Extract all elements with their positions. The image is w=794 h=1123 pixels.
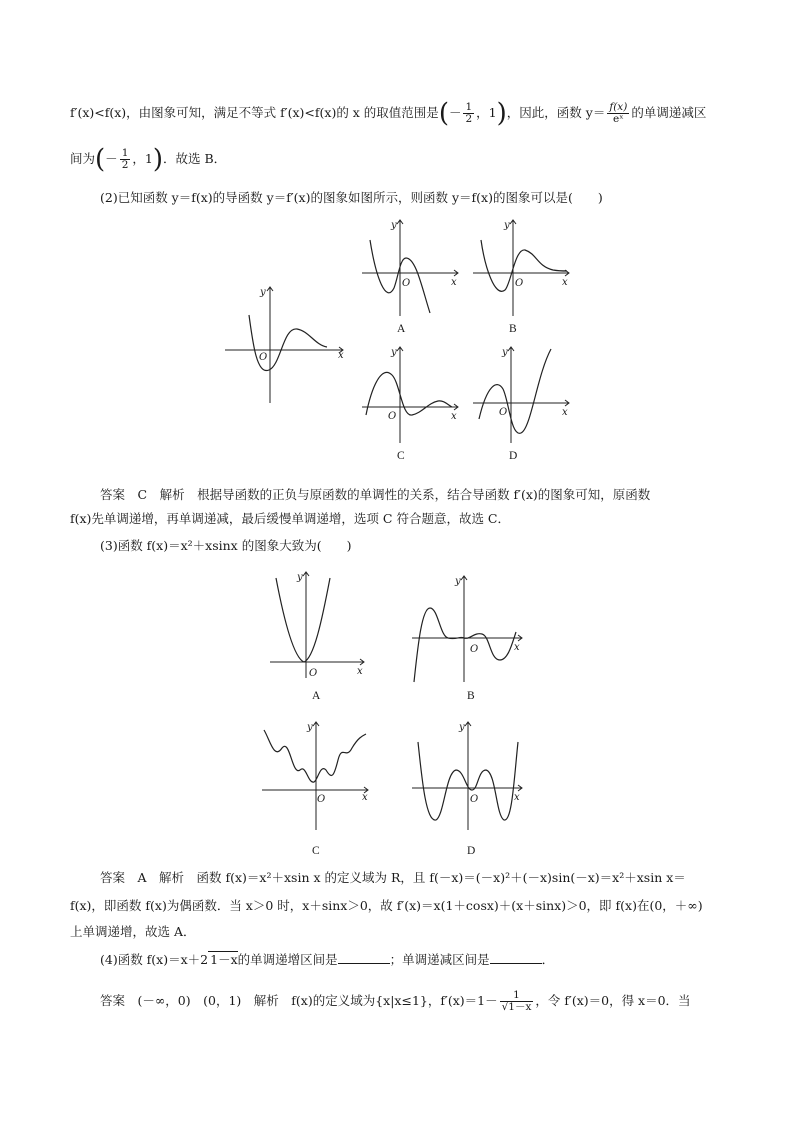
svg-text:O: O [317,794,326,805]
question-4: (4)函数 f(x)＝x＋2 1－x的单调递增区间是 ；单调递减区间是 ． [100,952,555,967]
svg-text:O: O [388,411,397,422]
q3-option-c-label: C [312,845,320,857]
option-d-label: D [509,450,518,462]
answer-3-line-1: 答案 A 解析 函数 f(x)＝x²＋xsin x 的定义域为 R，且 f(－x)＝(－x)²＋(－x)sin(－x)＝x²＋xsin x＝ [100,870,686,885]
q3-option-c-graph [262,720,372,832]
blank-decreasing[interactable] [490,951,542,964]
axis-label-y: y [260,287,266,298]
q3-option-b-graph [412,574,527,684]
q3-option-b-label: B [467,690,475,702]
svg-text:y: y [391,347,397,358]
svg-text:y: y [459,722,465,733]
svg-text:y: y [502,347,508,358]
axis-label-x: x [338,350,344,361]
option-c-graph [362,345,462,445]
svg-text:x: x [451,277,457,288]
radical: 1－x [210,952,238,967]
svg-text:O: O [309,668,318,679]
option-b-graph [473,218,573,318]
svg-text:y: y [307,722,313,733]
q3-option-d-label: D [467,845,476,857]
option-c-label: C [397,450,405,462]
text-line-2: 间为(－ $\frac{1}{2}$ ，1)．故选 B． [70,144,227,175]
svg-text:O: O [470,644,479,655]
answer-3-line-2: f(x)，即函数 f(x)为偶函数．当 x＞0 时，x＋sinx＞0，故 f′(x)＝x(1＋cosx)＋(x＋sinx)＞0，即 f(x)在(0，＋∞) [70,898,703,913]
svg-text:y: y [455,576,461,587]
answer-4: 答案 (－∞，0) (0，1) 解析 f(x)的定义域为{x|x≤1}，f′(x)＝1－ $\frac{1}{√1-x}$ ，令 f′(x)＝0，得 x＝0．当 [100,989,691,1013]
q3-option-a-label: A [312,690,321,702]
svg-text:O: O [470,794,479,805]
svg-text:x: x [562,277,568,288]
q3-option-d-graph [412,720,527,832]
svg-text:O: O [515,278,524,289]
question-3: (3)函数 f(x)＝x²＋xsinx 的图象大致为( ) [100,538,352,553]
svg-text:O: O [402,278,411,289]
fraction: $\frac{1}{√1-x}$ [501,989,532,1013]
blank-increasing[interactable] [338,951,390,964]
fraction: $\frac{1}{2}$ [465,101,473,125]
derivative-graph [225,285,350,405]
svg-text:x: x [357,666,363,677]
svg-text:y: y [297,572,303,583]
svg-text:O: O [499,407,508,418]
svg-text:x: x [514,642,520,653]
option-b-label: B [509,323,517,335]
fraction: $\frac{1}{2}$ [121,147,129,171]
svg-text:y: y [391,220,397,231]
svg-text:x: x [451,411,457,422]
svg-text:x: x [362,792,368,803]
option-a-label: A [397,323,406,335]
q3-option-a-graph [264,570,369,680]
answer-2-line-2: f(x)先单调递增，再单调递减，最后缓慢单调递增，选项 C 符合题意，故选 C． [70,511,510,526]
text-line-1: f′(x)<f(x)，由图象可知，满足不等式 f′(x)<f(x)的 x 的取值范围是(－ $\frac{1}{2}$ ，1)，因此，函数 y＝ $\frac{f(x)}{\text{eˣ}}$ 的单调递减区 [70,98,707,129]
option-a-graph [362,218,462,318]
answer-2-line-1: 答案 C 解析 根据导函数的正负与原函数的单调性的关系，结合导函数 f′(x)的图象可知，原函数 [100,487,651,502]
svg-text:y: y [504,220,510,231]
svg-text:x: x [562,407,568,418]
fraction: $\frac{f(x)}{\text{eˣ}}$ [609,101,628,125]
option-d-graph [473,345,573,445]
origin-label: O [259,352,268,363]
answer-3-line-3: 上单调递增，故选 A． [70,924,196,939]
question-2: (2)已知函数 y＝f(x)的导函数 y＝f′(x)的图象如图所示，则函数 y＝f(x)的图象可以是( ) [100,190,603,205]
svg-text:x: x [514,792,520,803]
